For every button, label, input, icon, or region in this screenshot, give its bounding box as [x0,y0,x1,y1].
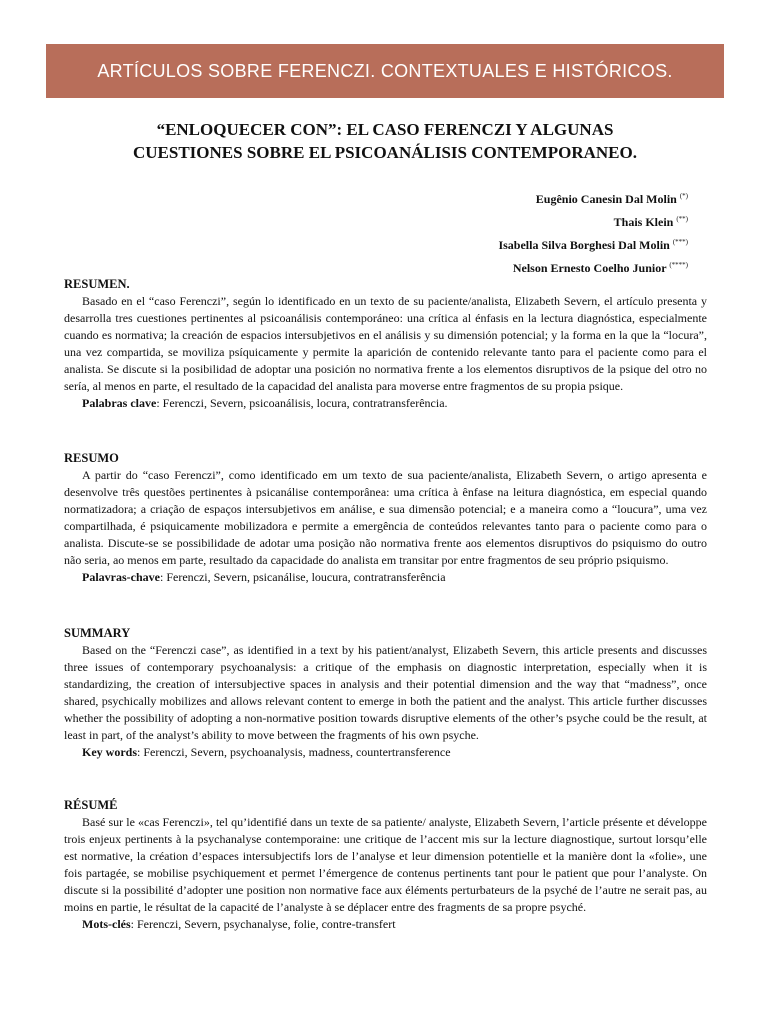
author-list [498,186,688,278]
abstract-portuguese [64,450,707,586]
keywords [64,569,707,586]
abstract-body: Basado en el “caso Ferenczi”, según lo identificado en un texto de su paciente/analista, Elizabeth Severn, el artículo presenta y desarrolla tres cuestiones pertinentes al psicoanálisis contemporáneo: una crítica al énfasis en la lectura diagnóstica, especialmente cuando es normativa; la creación de espacios intersubjetivos en el análisis y su dimensión potencial; y la forma en la que la “locura”, una vez compartida, se moviliza psíquicamente y permite la aparición de contenido relevante tanto para el paciente como para el analista. Se discute si la posibilidad de adoptar una posición no normativa frente a los elementos disruptivos de la psique del otro no sería, al menos en parte, el resultado de la capacidad del analista para moverse entre fragmentos de su propia psique. [64,294,707,393]
article-title [60,118,710,164]
section-heading: RESUMO [64,451,119,465]
keywords [64,395,707,412]
keywords-label: Key words [82,745,137,759]
section-heading: SUMMARY [64,626,131,640]
author: Thais Klein (**) [613,215,688,229]
section-heading: RÉSUMÉ [64,798,118,812]
keywords-text: : Ferenczi, Severn, psychanalyse, folie, contre-transfert [130,917,396,931]
abstract-body: Based on the “Ferenczi case”, as identified in a text by his patient/analyst, Elizabeth Severn, this article presents and discusses three issues of contemporary psychoanalysis: a critique of the emphasis on diagnostic interpretation, especially when it is standardizing, the creation of intersubjective spaces in analysis and their potential dimension and the way that “madness”, once shared, psychically mobilizes and allows relevant content to emerge in both the patient and the analyst. This article further discusses whether the possibility of adopting a non-normative position towards disruptive elements of the other’s psyche could be the result, at least in part, of the analyst’s ability to move between the fragments of his own psyche. [64,643,707,742]
abstract-body: A partir do “caso Ferenczi”, como identificado em um texto de sua paciente/analista, Elizabeth Severn, o artigo apresenta e desenvolve três questões pertinentes à psicanálise contemporânea: uma crítica à ênfase na leitura diagnóstica, em especial quando normatizadora; a criação de espaços intersubjetivos em análise, e sua dimensão potencial; e a maneira como a “loucura”, uma vez compartilhada, é psiquicamente mobilizadora e permite a emergência de conteúdos relevantes tanto para o paciente como para o analista. Discute-se se possibilidade de adotar uma posição não normativa frente aos elementos disruptivos do psiquismo do outro não seria, ao menos em parte, resultado da capacidade do analista em transitar por entre fragmentos de seu próprio psiquismo. [64,468,707,567]
abstract-body: Basé sur le «cas Ferenczi», tel qu’identifié dans un texte de sa patiente/ analyste, Elizabeth Severn, l’article présente et développe trois enjeux pertinents à la psychanalyse contemporaine: une critique de l’accent mis sur la lecture diagnostique, surtout lorsqu’elle est normative, la création d’espaces intersubjectifs lors de l’analyse et leur dimension potentielle et la manière dont la «folie», une fois partagée, se mobilise psychiquement et permet l’émergence de contenus pertinents tant pour le patient que pour l’analyste. On discute si la possibilité d’adopter une position non normative face aux éléments perturbateurs de la psyché de l’autre ne serait pas, au moins en partie, le résultat de la capacité de l’analyste à se déplacer entre des fragments de sa propre psyché. [64,815,707,914]
title-line: “ENLOQUECER CON”: EL CASO FERENCZI Y ALGUNAS [156,120,614,139]
keywords-text: : Ferenczi, Severn, psicoanálisis, locura, contratransferência. [156,396,448,410]
author: Isabella Silva Borghesi Dal Molin (***) [498,238,688,252]
keywords-label: Palabras clave [82,396,157,410]
abstract-english [64,625,707,761]
author-note-mark: (**) [676,215,688,223]
banner-text: ARTÍCULOS SOBRE FERENCZI. CONTEXTUALES E HISTÓRICOS. [97,60,673,81]
author-note-mark: (*) [679,192,688,200]
keywords-text: : Ferenczi, Severn, psicanálise, loucura, contratransferência [159,570,446,584]
author: Nelson Ernesto Coelho Junior (****) [512,261,688,275]
keywords [64,916,707,933]
keywords [64,744,707,761]
section-banner [46,44,724,98]
abstract-french [64,797,707,933]
author: Eugênio Canesin Dal Molin (*) [535,192,688,206]
keywords-label: Mots-clés [82,917,131,931]
title-line: CUESTIONES SOBRE EL PSICOANÁLISIS CONTEMPORANEO. [133,143,637,162]
abstract-spanish [64,276,707,412]
author-note-mark: (***) [672,238,688,246]
author-note-mark: (****) [669,261,688,269]
section-heading: RESUMEN. [64,277,130,291]
keywords-text: : Ferenczi, Severn, psychoanalysis, madness, countertransference [137,745,451,759]
keywords-label: Palavras-chave [82,570,160,584]
